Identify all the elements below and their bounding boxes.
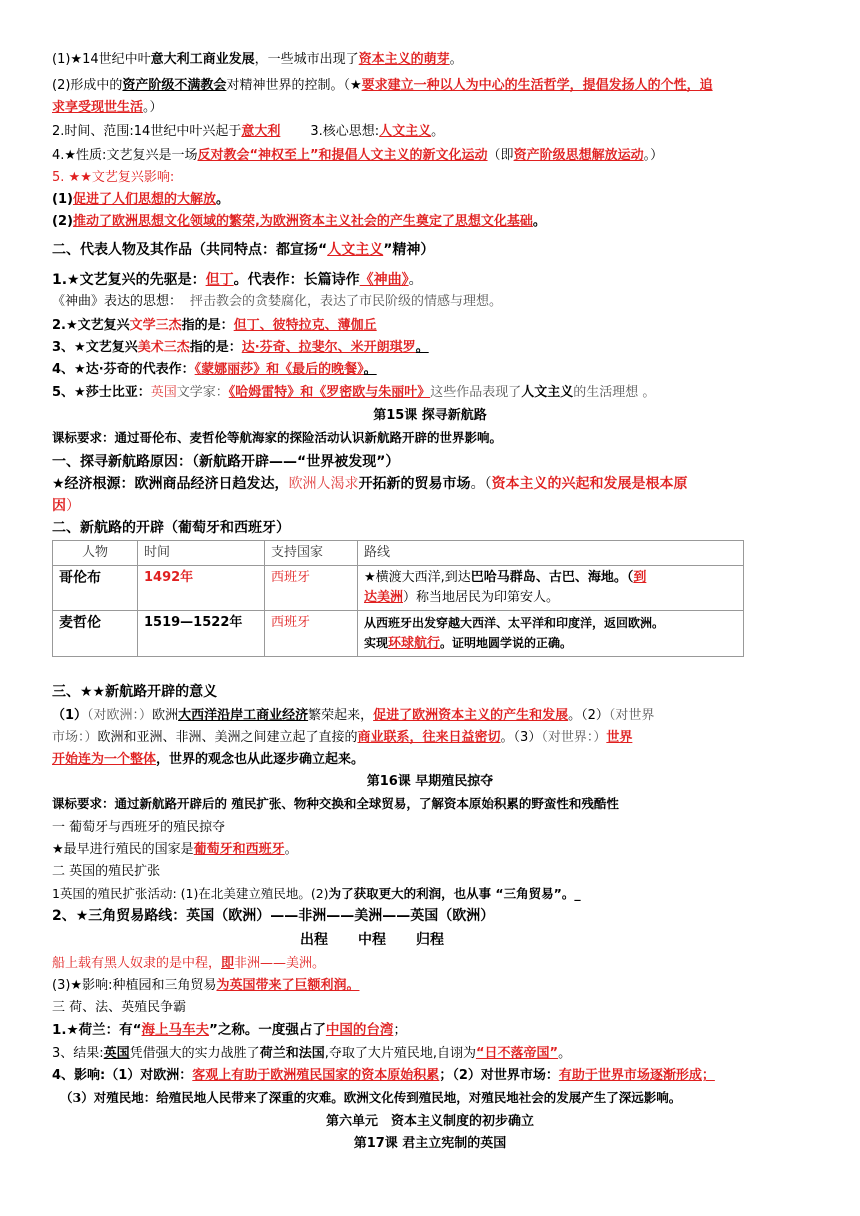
text: ） [66, 498, 80, 514]
curriculum-requirement: 课标要求：通过哥伦布、麦哲伦等航海家的探险活动认识新航路开辟的世界影响。 [52, 430, 503, 445]
keyword-red: 环球航行 [388, 636, 441, 651]
text: 4、影响:（1）对欧洲： [52, 1068, 193, 1083]
text-line [52, 728, 632, 748]
text: 。 [431, 124, 445, 139]
text: 船上载有黑人奴隶的是中程， [52, 956, 222, 971]
text: ★横渡大西洋,到达 [364, 570, 471, 585]
text: (2) [52, 214, 73, 229]
text: 。） [643, 148, 664, 163]
label: 归程 [416, 932, 444, 948]
text: 繁荣起来， [308, 708, 374, 723]
text: 2.★文艺复兴 [52, 318, 130, 333]
table-header: 路线 [358, 541, 744, 566]
keyword-red: 《神曲》 [359, 272, 409, 288]
section-heading: 5. ★★文艺复兴影响: [52, 170, 175, 185]
table-header: 时间 [138, 541, 265, 566]
text: 。 [532, 214, 546, 229]
text-line [52, 50, 463, 70]
text: （对欧洲：） [87, 708, 153, 723]
text: ”之称。一度强占了 [209, 1022, 326, 1038]
keyword-red: 促进了人们思想的大解放 [72, 192, 216, 207]
keyword-red: 资本主义的萌芽 [358, 52, 450, 67]
keyword-red: 反对教会“神权至上”和提倡人文主义的新文化运动 [197, 148, 488, 163]
text: 3、★文艺复兴 [52, 340, 138, 355]
keyword-red: “日不落帝国” [475, 1046, 559, 1061]
keyword: 意大利工商业发展 [150, 52, 255, 67]
table-header: 支持国家 [265, 541, 358, 566]
text-line [52, 190, 229, 210]
keyword-red: 促进了欧洲资本主义的产生和发展 [373, 708, 569, 723]
text: 。 [284, 842, 298, 857]
keyword-red: 葡萄牙和西班牙 [193, 842, 285, 857]
table-header-row [53, 541, 744, 566]
text: 欧洲人渴求 [288, 476, 359, 492]
text: ★经济根源：欧洲商品经济日趋发达， [52, 476, 289, 492]
curriculum-requirement: 课标要求：通过新航路开辟后的 殖民扩张、物种交换和全球贸易，了解资本原始积累的野蛮性和残酷性 [52, 796, 619, 811]
text: 从西班牙出发穿越大西洋、太平洋和印度洋，返回欧洲。 [364, 616, 665, 630]
text-line [52, 338, 429, 358]
keyword-red: 但丁、彼特拉克、薄伽丘 [233, 318, 377, 333]
text: 、古巴、海地。（ [535, 570, 634, 585]
keyword: 大西洋沿岸工商业经济 [178, 708, 309, 723]
text: 。 [449, 52, 463, 67]
text: 。（2） [568, 708, 609, 723]
text: 。 [415, 340, 429, 355]
keyword-red: 《蒙娜丽莎》和《最后的晚餐》 [194, 362, 364, 377]
text: 《神曲》表达的思想： [52, 294, 183, 309]
text-line [300, 930, 444, 950]
lesson-title: 第15课 探寻新航路 [373, 408, 487, 423]
text: ,夺取了大片殖民地,自诩为 [324, 1046, 476, 1061]
keyword-red: 客观上有助于欧洲殖民国家的资本原始积累 [192, 1068, 440, 1083]
table-row [53, 611, 744, 657]
keyword-red: 要求建立一种以人为中心的生活哲学，提倡发扬人的个性，追 [361, 78, 713, 93]
text: 二、代表人物及其作品（共同特点：都宣扬“ [52, 242, 328, 258]
navigation-table [52, 540, 744, 657]
keyword-red: 人文主义 [327, 242, 384, 258]
text: 欧洲和亚洲、非洲、美洲之间建立起了直接的 [97, 730, 358, 745]
section-heading: 一、探寻新航路原因：（新航路开辟——“世界被发现”） [52, 454, 400, 470]
section-heading [52, 240, 434, 260]
text-line [52, 383, 655, 403]
text: 实现 [364, 636, 389, 650]
text-line [52, 270, 423, 290]
text: 开拓新的贸易市场 [358, 476, 471, 492]
table-cell: 1492年 [138, 566, 265, 611]
table-row [53, 566, 744, 611]
keyword-red: 人文主义 [379, 124, 432, 139]
keyword-red: 世界 [606, 730, 633, 745]
section-heading: 二 英国的殖民扩张 [52, 864, 161, 879]
text-line [52, 98, 163, 118]
text-line [52, 168, 174, 188]
keyword-red: 推动了欧洲思想文化领域的繁荣,为欧洲资本主义社会的产生奠定了思想文化基础 [72, 214, 533, 229]
text: 1.★荷兰：有“ [52, 1022, 142, 1038]
text: (1) [52, 192, 73, 207]
label: 中程 [358, 932, 386, 948]
text-line [52, 706, 654, 726]
keyword-red: 求享受现世生活 [52, 100, 144, 115]
keyword-red: 意大利 [241, 124, 281, 139]
label: 出程 [300, 932, 328, 948]
keyword: 人文主义 [521, 385, 574, 400]
text: (2)形成中的 [52, 78, 123, 93]
unit-title: 第六单元 资本主义制度的初步确立 [325, 1114, 534, 1129]
keyword-red: 为英国带来了巨额利润。 [216, 978, 360, 993]
table-cell [358, 566, 744, 611]
keyword-red: 有助于世界市场逐渐形成； [558, 1068, 715, 1083]
keyword-red: 商业联系，往来日益密切 [357, 730, 501, 745]
section-heading: 三 荷、法、英殖民争霸 [52, 1000, 187, 1015]
text: 。） [143, 100, 163, 115]
table-cell: 麦哲伦 [53, 611, 138, 657]
keyword-red: 资产阶级思想解放运动 [513, 148, 644, 163]
text-line [52, 1066, 715, 1086]
keyword-red: 海上马车夫 [141, 1022, 209, 1038]
text: 这些作品表现了 [430, 385, 522, 400]
text-line [52, 840, 298, 860]
text: ”精神） [383, 242, 435, 258]
keyword-red: 开始连为一个整体 [52, 752, 157, 767]
text: 抨击教会的贪婪腐化，表达了市民阶级的情感与理想。 [190, 294, 503, 309]
text-line [52, 954, 325, 974]
text: 3.核心思想: [310, 124, 380, 139]
text-line [52, 496, 80, 516]
text-line [52, 474, 688, 494]
text: 。证明地圆学说的正确。 [440, 636, 573, 650]
section-heading: 一 葡萄牙与西班牙的殖民掠夺 [52, 820, 226, 835]
text: ； [393, 1022, 407, 1038]
keyword-red: 资本主义的兴起和发展是根本原 [491, 476, 688, 492]
text-line [52, 122, 444, 142]
text: 文学家： [176, 385, 229, 400]
keyword-red: 达美洲 [364, 590, 404, 605]
text: 。 [215, 192, 229, 207]
text: 1英国的殖民扩张活动: (1)在北美建立殖民地。(2) [52, 886, 329, 901]
lesson-title: 第16课 早期殖民掠夺 [366, 774, 494, 789]
text-line [52, 292, 502, 312]
text-line [52, 360, 377, 380]
text-line [52, 212, 546, 232]
section-heading: 三、★★新航路开辟的意义 [52, 684, 218, 700]
text: 为了获取更大的利润，也从事 “三角贸易”。_ [328, 886, 581, 901]
text-line: 2、★三角贸易路线：英国（欧洲）——非洲——美洲——英国（欧洲） [52, 908, 495, 924]
text: 1.★文艺复兴的先驱是： [52, 272, 206, 288]
text: 。 [558, 1046, 572, 1061]
text-line [52, 750, 364, 770]
table-cell [358, 611, 744, 657]
table-header: 人物 [53, 541, 138, 566]
text: 。（3） [500, 730, 542, 745]
text: （即 [487, 148, 514, 163]
text: 的生活理想 。 [573, 385, 656, 400]
text: 即 [221, 956, 235, 971]
text: （1） [52, 708, 88, 723]
keyword-red: 《哈姆雷特》和《罗密欧与朱丽叶》 [228, 385, 431, 400]
keyword-red: 中国的台湾 [325, 1022, 394, 1038]
keyword-red: 达·芬奇、拉斐尔、米开朗琪罗 [241, 340, 416, 355]
text: 欧洲 [152, 708, 179, 723]
text: (1)★14世纪中叶 [52, 52, 151, 67]
text-line [52, 976, 359, 996]
text: ，一些城市出现了 [254, 52, 359, 67]
text: 3、结果: [52, 1046, 104, 1061]
text: 4、★达·芬奇的代表作： [52, 362, 195, 377]
table-cell: 西班牙 [265, 566, 358, 611]
section-heading: 二、新航路的开辟（葡萄牙和西班牙） [52, 520, 290, 536]
keyword: 英国 [103, 1046, 130, 1061]
text-line [52, 316, 377, 336]
text: ）称当地居民为印第安人。 [403, 590, 560, 605]
text: 英国 [150, 385, 177, 400]
text: ；（2）对世界市场： [439, 1068, 559, 1083]
text-line [52, 1044, 571, 1064]
table-cell: 哥伦布 [53, 566, 138, 611]
text: ★最早进行殖民的国家是 [52, 842, 194, 857]
text-line: （3）对殖民地：给殖民地人民带来了深重的灾难。欧洲文化传到殖民地，对殖民地社会的发展产生了深远影响。 [60, 1090, 682, 1105]
text: 。 [363, 362, 377, 377]
keyword-red: 因 [52, 498, 66, 514]
keyword-red: 美术三杰 [137, 340, 190, 355]
text: (3)★影响:种植园和三角贸易 [52, 978, 217, 993]
text: 5、★莎士比亚： [52, 385, 151, 400]
text-line [52, 884, 581, 904]
text: 。代表作：长篇诗作 [233, 272, 360, 288]
lesson-title: 第17课 君主立宪制的英国 [353, 1136, 507, 1151]
table-cell: 西班牙 [265, 611, 358, 657]
text: 对精神世界的控制。（★ [226, 78, 362, 93]
text: 2.时间、范围:14世纪中叶兴起于 [52, 124, 242, 139]
text: 凭借强大的实力战胜了 [129, 1046, 260, 1061]
text: 指的是： [181, 318, 234, 333]
text: 。 [408, 272, 423, 288]
keyword: 巴哈马群岛 [470, 570, 536, 585]
text-line [52, 146, 663, 166]
text: 4.★性质:文艺复兴是一场 [52, 148, 198, 163]
text: （对世界 [608, 708, 655, 723]
keyword-red: 文学三杰 [129, 318, 182, 333]
text: 指的是： [189, 340, 242, 355]
text: 非洲——美洲。 [234, 956, 326, 971]
text: 。（ [470, 476, 492, 492]
keyword: 荷兰和法国 [259, 1046, 325, 1061]
keyword-red: 但丁 [205, 272, 234, 288]
table-cell: 1519—1522年 [138, 611, 265, 657]
text-line [52, 76, 713, 96]
text: （对世界：） [541, 730, 607, 745]
text-line [52, 1020, 407, 1040]
text: ，世界的观念也从此逐步确立起来。 [156, 752, 365, 767]
keyword: 资产阶级不满教会 [122, 78, 227, 93]
text: 市场：） [52, 730, 98, 745]
keyword-red: 到 [633, 570, 647, 585]
